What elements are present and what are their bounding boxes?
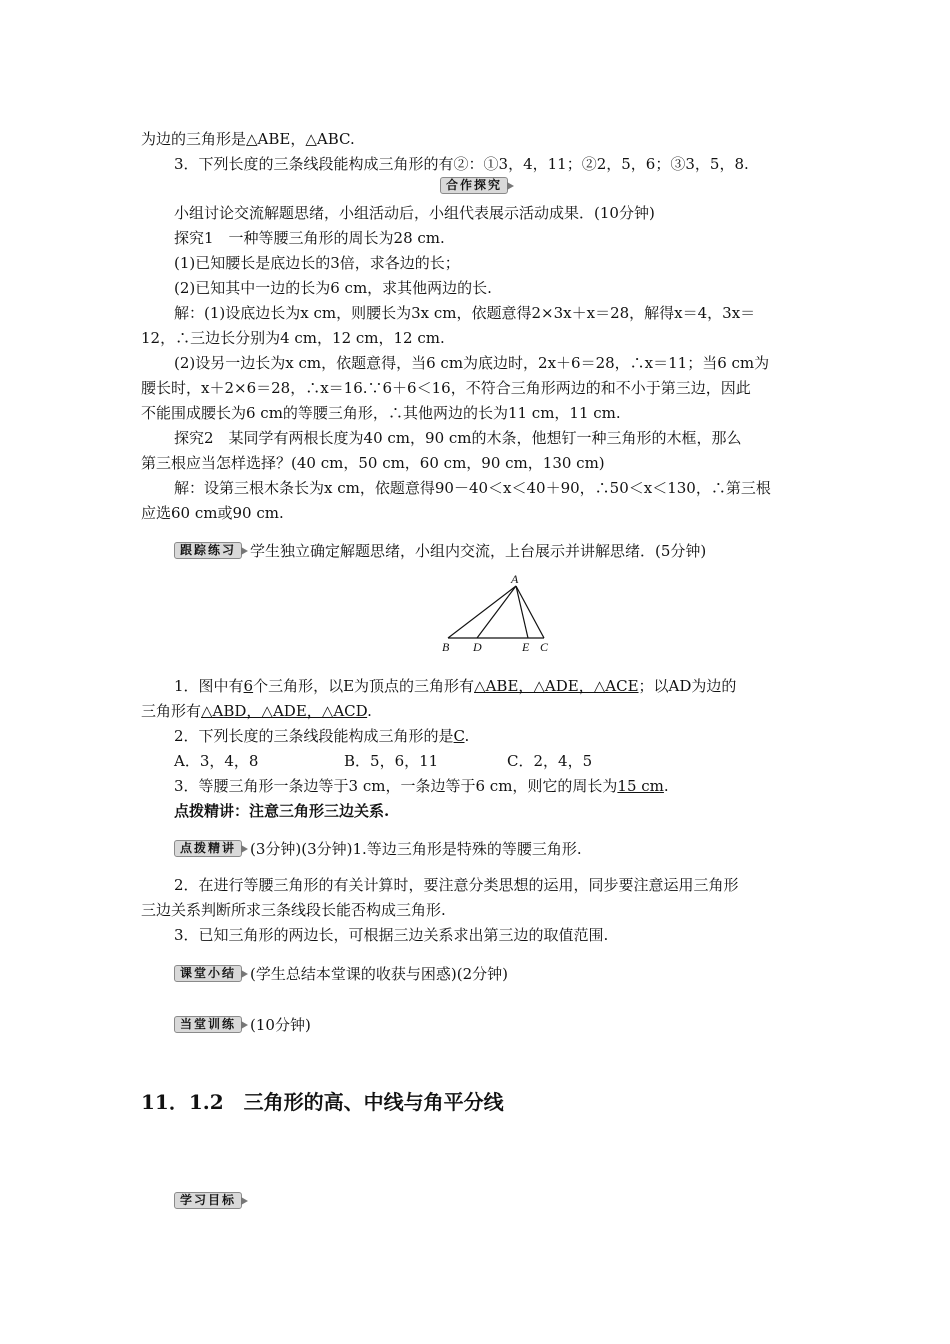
text-line: 腰长时，x＋2×6＝28，∴x＝16.∵6＋6＜16，不符合三角形两边的和不小于第三边，因此 xyxy=(141,379,751,397)
text: 三角形有 xyxy=(141,702,202,720)
question-2 xyxy=(174,727,814,745)
text: ；以AD为边的 xyxy=(638,677,737,695)
label-D: D xyxy=(473,640,482,654)
badge-label: 课堂小结 xyxy=(174,965,242,982)
text-line: 三边关系判断所求三条线段长能否构成三角形. xyxy=(141,901,446,919)
label-C: C xyxy=(540,640,549,654)
label-A: A xyxy=(511,572,519,586)
badge-label: 跟踪练习 xyxy=(174,542,242,559)
text-line: 2．在进行等腰三角形的有关计算时，要注意分类思想的运用，同步要注意运用三角形 xyxy=(174,876,739,894)
text-line: 解：(1)设底边长为x cm，则腰长为3x cm，依题意得2×3x＋x＝28，解得x＝4，3x＝ xyxy=(174,304,756,322)
learning-goals-badge xyxy=(174,1192,248,1209)
text: 2．下列长度的三条线段能构成三角形的是 xyxy=(174,727,454,745)
text: 3．等腰三角形一条边等于3 cm，一条边等于6 cm，则它的周长为 xyxy=(174,777,618,795)
cooperative-inquiry-badge xyxy=(440,177,514,194)
text: 个三角形，以E为顶点的三角形有 xyxy=(253,677,475,695)
badge-label: 当堂训练 xyxy=(174,1016,242,1033)
arrow-icon xyxy=(241,1021,248,1029)
text: . xyxy=(367,702,372,720)
arrow-icon xyxy=(241,1197,248,1205)
badge-text: (10分钟) xyxy=(250,1016,311,1034)
question-1-line-b xyxy=(141,702,813,720)
label-E: E xyxy=(522,640,530,654)
text: . xyxy=(663,777,669,795)
text-line: 探究1 一种等腰三角形的周长为28 cm. xyxy=(174,229,445,247)
answer: 6 xyxy=(243,677,254,695)
badge-label: 合作探究 xyxy=(440,177,508,194)
arrow-icon xyxy=(241,970,248,978)
arrow-icon xyxy=(241,547,248,555)
text: . xyxy=(464,727,470,745)
text-line: (1)已知腰长是底边长的3倍，求各边的长； xyxy=(174,254,460,272)
badge-text: 学生独立确定解题思绪，小组内交流，上台展示并讲解思绪．(5分钟) xyxy=(250,542,707,560)
badge-label: 学习目标 xyxy=(174,1192,242,1209)
arrow-icon xyxy=(507,182,514,190)
text-line: 应选60 cm或90 cm. xyxy=(141,504,284,522)
text: 1．图中有 xyxy=(174,677,244,695)
triangle-figure xyxy=(430,572,560,656)
arrow-icon xyxy=(241,845,248,853)
answer: C xyxy=(453,727,465,745)
badge-text: (3分钟)(3分钟)1.等边三角形是特殊的等腰三角形. xyxy=(250,840,582,858)
answer: △ABD，△ADE，△ACD xyxy=(201,702,368,720)
answer: 15 cm xyxy=(617,777,664,795)
guide-badge xyxy=(174,838,582,859)
question-1-line-a xyxy=(174,677,814,695)
badge-label: 点拨精讲 xyxy=(174,840,242,857)
badge-text: (学生总结本堂课的收获与困惑)(2分钟) xyxy=(250,965,508,983)
text-line: 第三根应当怎样选择？(40 cm，50 cm，60 cm，90 cm，130 cm) xyxy=(141,454,605,472)
text-line: 解：设第三根木条长为x cm，依题意得90－40＜x＜40＋90，∴50＜x＜130，∴第三根 xyxy=(174,479,771,497)
text-line: 3．下列长度的三条线段能构成三角形的有②：①3，4，11；②2，5，6；③3，5，8. xyxy=(174,155,749,173)
text-line: 不能围成腰长为6 cm的等腰三角形，∴其他两边的长为11 cm，11 cm. xyxy=(141,404,621,422)
text-line: 3．已知三角形的两边长，可根据三边关系求出第三边的取值范围. xyxy=(174,926,609,944)
text-line: (2)已知其中一边的长为6 cm，求其他两边的长. xyxy=(174,279,492,297)
option-c: C．2，4，5 xyxy=(507,752,593,770)
label-B: B xyxy=(442,640,450,654)
option-b: B．5，6，11 xyxy=(344,752,439,770)
summary-badge xyxy=(174,963,508,984)
section-title: 11．1.2 三角形的高、中线与角平分线 xyxy=(141,1090,504,1114)
text-line: (2)设另一边长为x cm，依题意得，当6 cm为底边时，2x＋6＝28，∴x＝11；当6 cm为 xyxy=(174,354,770,372)
drill-badge xyxy=(174,1014,311,1035)
text-line: 小组讨论交流解题思绪，小组活动后，小组代表展示活动成果．(10分钟) xyxy=(174,204,655,222)
question-3 xyxy=(174,777,814,795)
answer: △ABE，△ADE，△ACE xyxy=(474,677,639,695)
tip-line: 点拨精讲：注意三角形三边关系. xyxy=(174,802,390,820)
text-line: 为边的三角形是△ABE，△ABC. xyxy=(141,130,355,148)
text-line: 12，∴三边长分别为4 cm，12 cm，12 cm. xyxy=(141,329,445,347)
practice-badge xyxy=(174,540,706,561)
text-line: 探究2 某同学有两根长度为40 cm，90 cm的木条，他想钉一种三角形的木框，那么 xyxy=(174,429,742,447)
option-a: A．3，4，8 xyxy=(174,752,259,770)
